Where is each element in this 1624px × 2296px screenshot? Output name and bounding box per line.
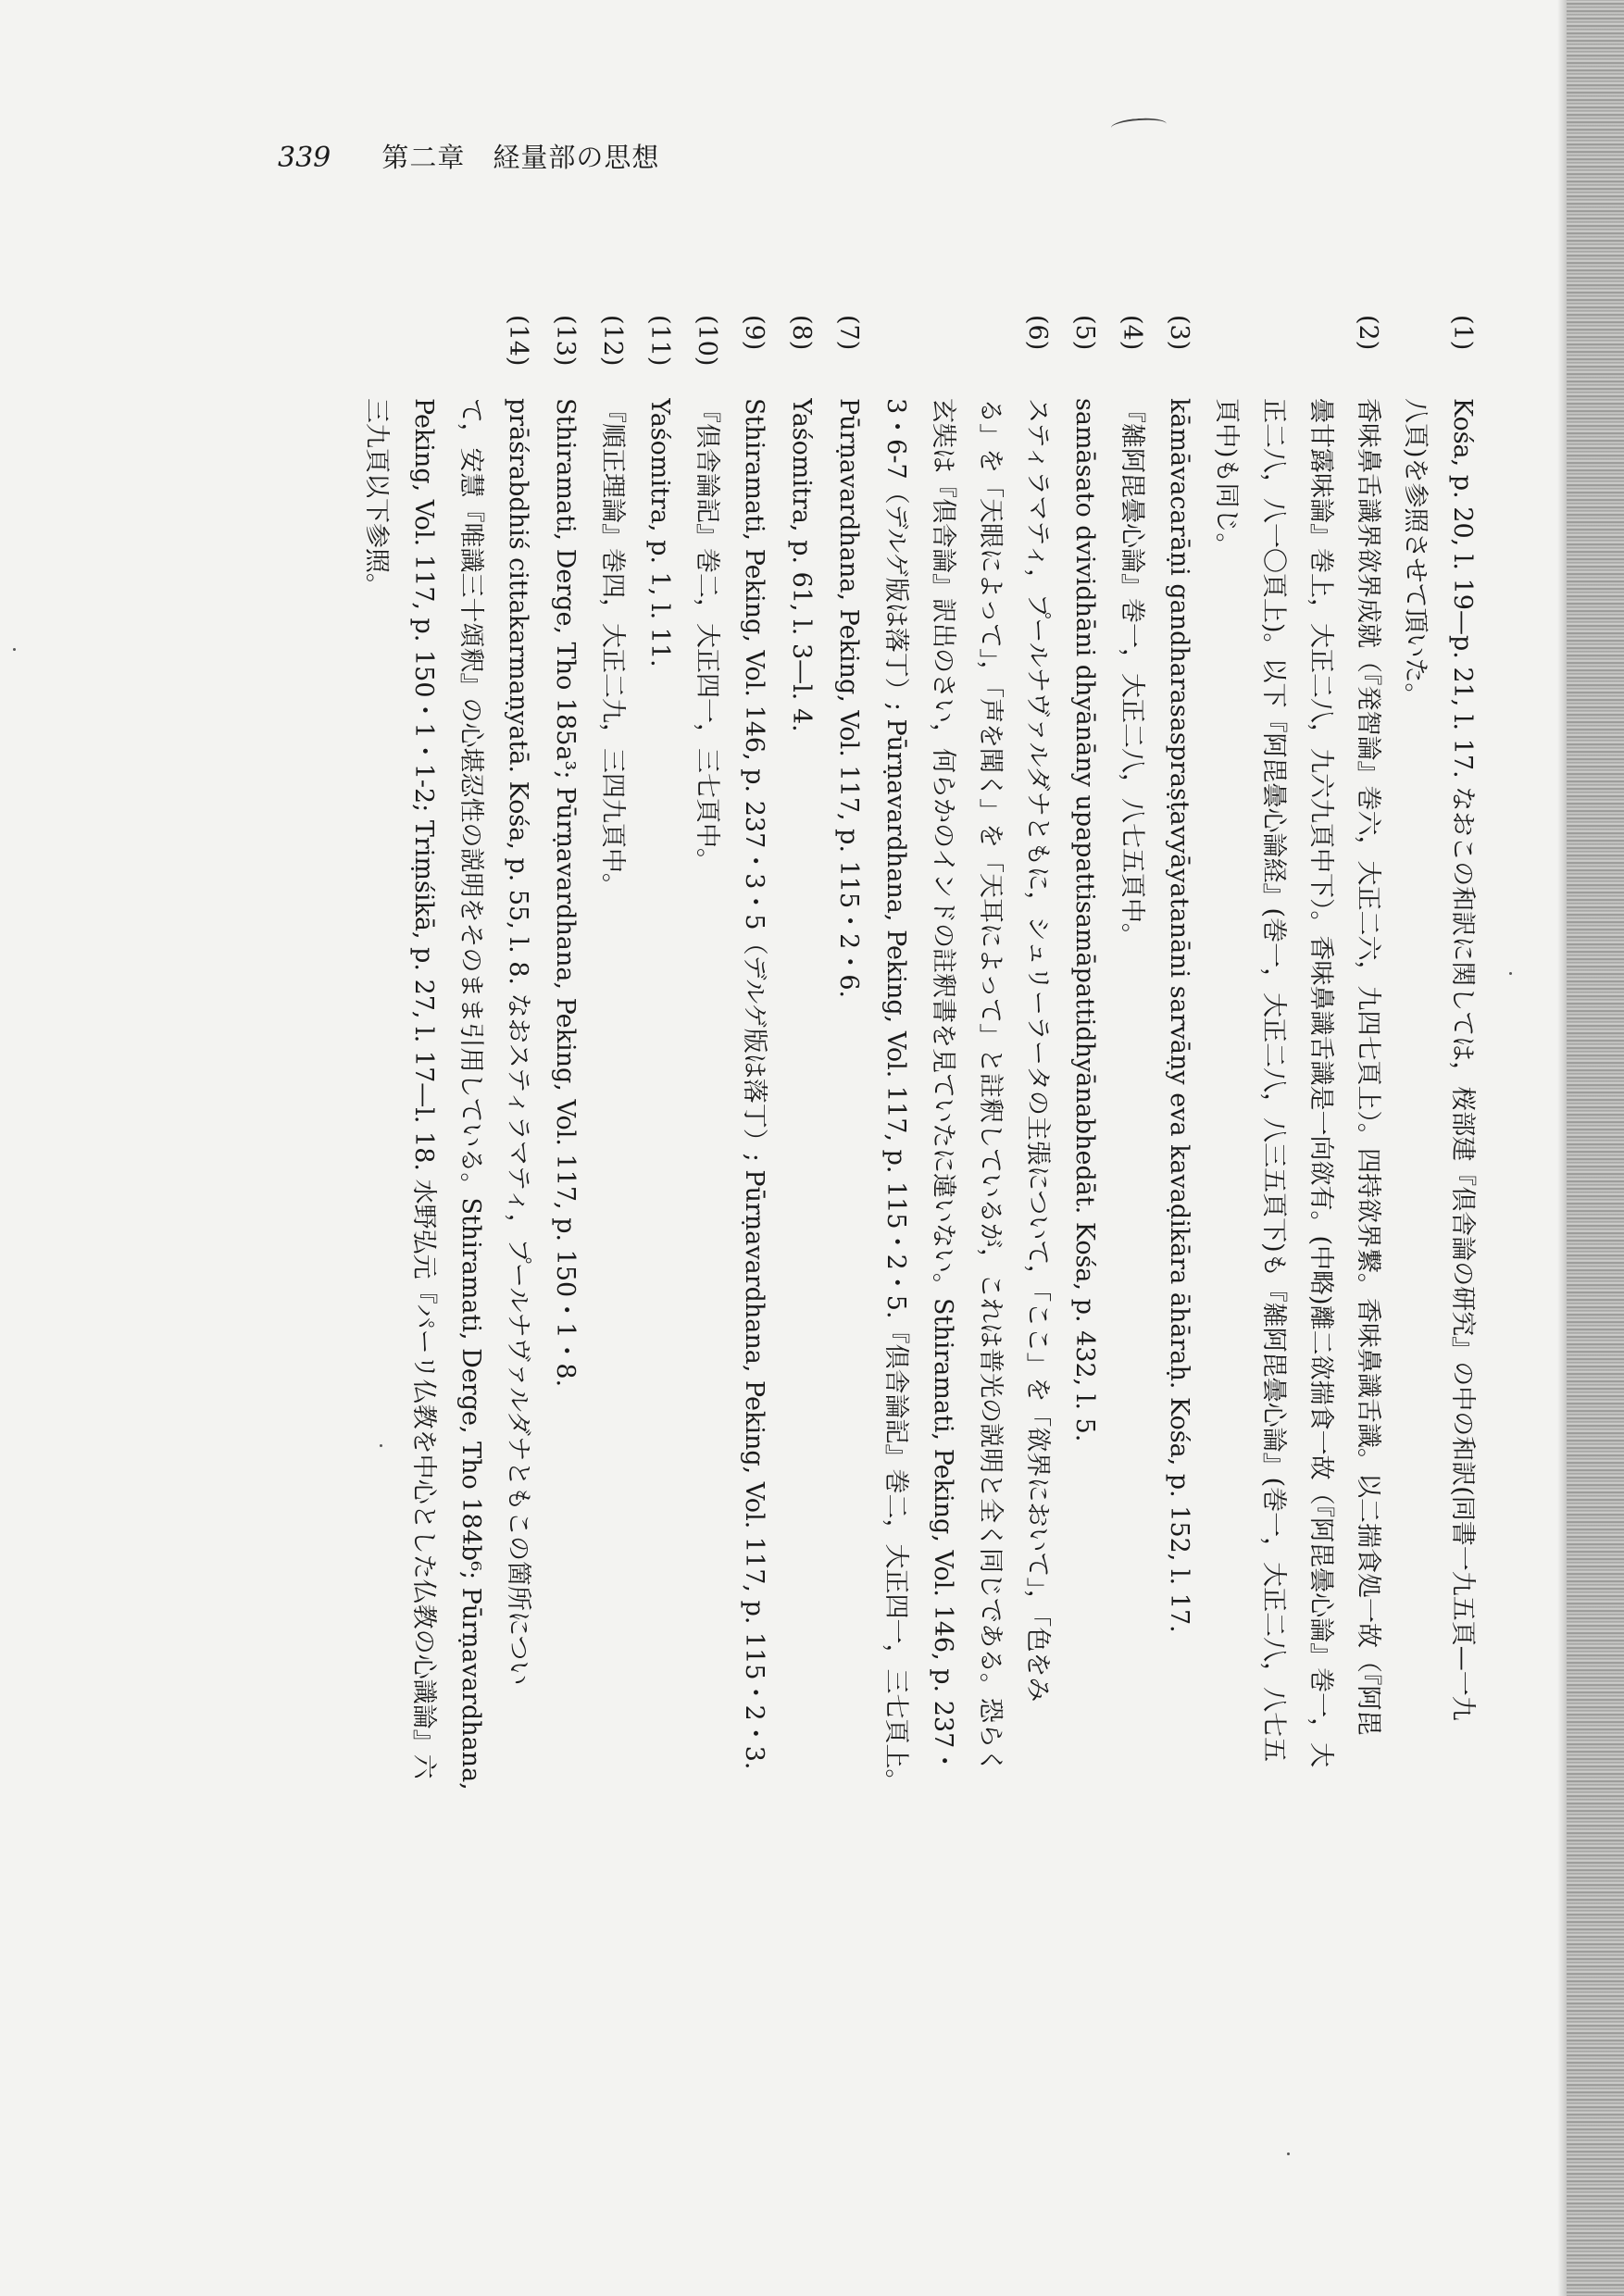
note-line: [447, 315, 494, 2176]
note-number: [872, 315, 919, 398]
note-line: [542, 315, 589, 2176]
note-line: [400, 315, 447, 2176]
note-line: [825, 315, 872, 2176]
note-text: Sthiramati, Derge, Tho 185a³; Pūrṇavardhana, Peking, Vol. 117, p. 150・1・8.: [551, 398, 580, 1388]
note-line: [919, 315, 967, 2176]
note-text: 香味鼻舌識界欲界成就（『発智論』巻六，大正二六，九四七頁上）。四持欲界繋。香味鼻識舌識。以二揣食処一故（『阿毘: [1354, 398, 1382, 1736]
note-line: [1203, 315, 1250, 2176]
note-text: prāśrabdhiś cittakarmaṇyatā. Kośa, p. 55, l. 8. なおスティラマティ，プールナヴァルダナともこの箇所につい: [504, 398, 532, 1686]
note-line: [872, 315, 919, 2176]
note-number: (10): [693, 315, 721, 367]
running-header: [278, 137, 659, 175]
note-line: [1250, 315, 1297, 2176]
note-number: (13): [551, 315, 580, 367]
note-text: Sthiramati, Peking, Vol. 146, p. 237・3・5（デルゲ版は落丁）; Pūrṇavardhana, Peking, Vol. 117, p. 115・2・3.: [740, 398, 768, 1770]
note-text: 『雑阿毘曇心論』巻一，大正二八，八七五頁中。: [1118, 398, 1146, 948]
note-line: [1344, 315, 1392, 2176]
note-number: [967, 315, 1014, 398]
scan-mark: [1111, 117, 1168, 135]
note-line: [1392, 315, 1439, 2176]
note-line: [1439, 315, 1486, 2176]
note-number: [400, 315, 447, 398]
note-text: Pūrṇavardhana, Peking, Vol. 117, p. 115・2・6.: [834, 398, 863, 999]
note-number: (11): [645, 315, 674, 367]
note-number: [919, 315, 967, 398]
note-number: [447, 315, 494, 398]
dust-speck: [13, 648, 16, 651]
note-text: 3・6-7（デルゲ版は落丁）; Pūrṇavardhana, Peking, Vol. 117, p. 115・2・5.『倶舎論記』巻二，大正四一，三七頁上。: [881, 398, 910, 1794]
book-binding-shadow: [1567, 0, 1624, 2296]
note-text: 三九頁以下参照。: [362, 398, 391, 598]
note-line: [731, 315, 778, 2176]
note-text: て，安慧『唯識三十頌釈』の心堪忍性の説明をそのまま引用している。Sthiramati, Derge, Tho 184b⁶; Pūrṇavardhana,: [456, 398, 485, 1791]
note-text: 頁中)も同じ。: [1212, 398, 1241, 558]
note-number: (2): [1354, 315, 1382, 351]
page-number: 339: [278, 142, 331, 174]
note-number: (14): [504, 315, 532, 367]
note-line: [967, 315, 1014, 2176]
note-text: kāmāvacarāṇi gandharasaspraṣṭavyāyatanāni sarvāṇy eva kavaḍikāra āhāraḥ. Kośa, p. 152, l. 17.: [1165, 398, 1193, 1633]
note-number: (12): [598, 315, 627, 367]
note-text: Peking, Vol. 117, p. 150・1・1-2; Triṃśikā, p. 27, l. 17—l. 18. 水野弘元『パーリ仏教を中心とした仏教の心識論』六: [409, 398, 438, 1779]
note-text: Kośa, p. 20, l. 19—p. 21, l. 17. なおこの和訳に関しては，桜部建『倶舎論の研究』の中の和訳(同書一九五頁—一九: [1448, 398, 1477, 1721]
note-text: 『倶舎論記』巻二，大正四一，三七頁中。: [693, 398, 721, 873]
note-line: [1061, 315, 1108, 2176]
note-text: Yaśomitra, p. 61, l. 3—l. 4.: [787, 398, 816, 732]
note-text: 曇甘露味論』巻上，大正二八，九六九頁中下）。香味鼻識舌識是一向欲有。(中略)離二欲揣食一故（『阿毘曇心論』巻一，大: [1306, 398, 1335, 1768]
note-text: 八頁)を参照させて頂いた。: [1401, 398, 1430, 708]
note-line: [1297, 315, 1344, 2176]
note-line: [1014, 315, 1061, 2176]
note-number: (6): [1023, 315, 1052, 351]
note-text: Yaśomitra, p. 1, l. 11.: [645, 398, 674, 668]
note-number: [1392, 315, 1439, 398]
note-number: (5): [1070, 315, 1099, 351]
note-line: [1108, 315, 1156, 2176]
note-text: る」を「天眼によって」，「声を聞く」を「天耳によって」と註釈しているが，これは普光の説明と全く同じである。恐らく: [976, 398, 1005, 1773]
note-number: [353, 315, 400, 398]
note-number: (3): [1165, 315, 1193, 351]
note-text: 『順正理論』巻四，大正二九，三四九頁中。: [598, 398, 627, 898]
note-line: [589, 315, 636, 2176]
note-line: [1156, 315, 1203, 2176]
note-number: [1250, 315, 1297, 398]
note-text: スティラマティ，プールナヴァルダナともに，シュリーラータの主張について，「ここ」を「欲界において」，「色をみ: [1023, 398, 1052, 1703]
note-number: (4): [1118, 315, 1146, 351]
note-line: [778, 315, 825, 2176]
note-text: 正二八，八一〇頁上)。以下『阿毘曇心論経』(巻一，大正二八，八三五頁下)も『雑阿毘曇心論』(巻一，大正二八，八七五: [1259, 398, 1288, 1763]
note-text: 玄奘は『倶舎論』訳出のさい，何らかのインドの註釈書を見ていたに違いない。Sthiramati, Peking, Vol. 146, p. 237・: [929, 398, 957, 1774]
note-number: (7): [834, 315, 863, 351]
note-line: [353, 315, 400, 2176]
note-number: (9): [740, 315, 768, 351]
note-number: (8): [787, 315, 816, 351]
note-line: [683, 315, 731, 2176]
footnotes-block: [353, 315, 1486, 2176]
note-text: samāsato dvividhāni dhyānāny upapattisamāpattidhyānabhedāt. Kośa, p. 432, l. 5.: [1070, 398, 1099, 1442]
note-number: [1297, 315, 1344, 398]
dust-speck: [1509, 972, 1512, 975]
chapter-title: 第二章 経量部の思想: [381, 142, 660, 173]
note-line: [636, 315, 683, 2176]
note-line: [494, 315, 542, 2176]
note-number: [1203, 315, 1250, 398]
note-number: (1): [1448, 315, 1477, 351]
